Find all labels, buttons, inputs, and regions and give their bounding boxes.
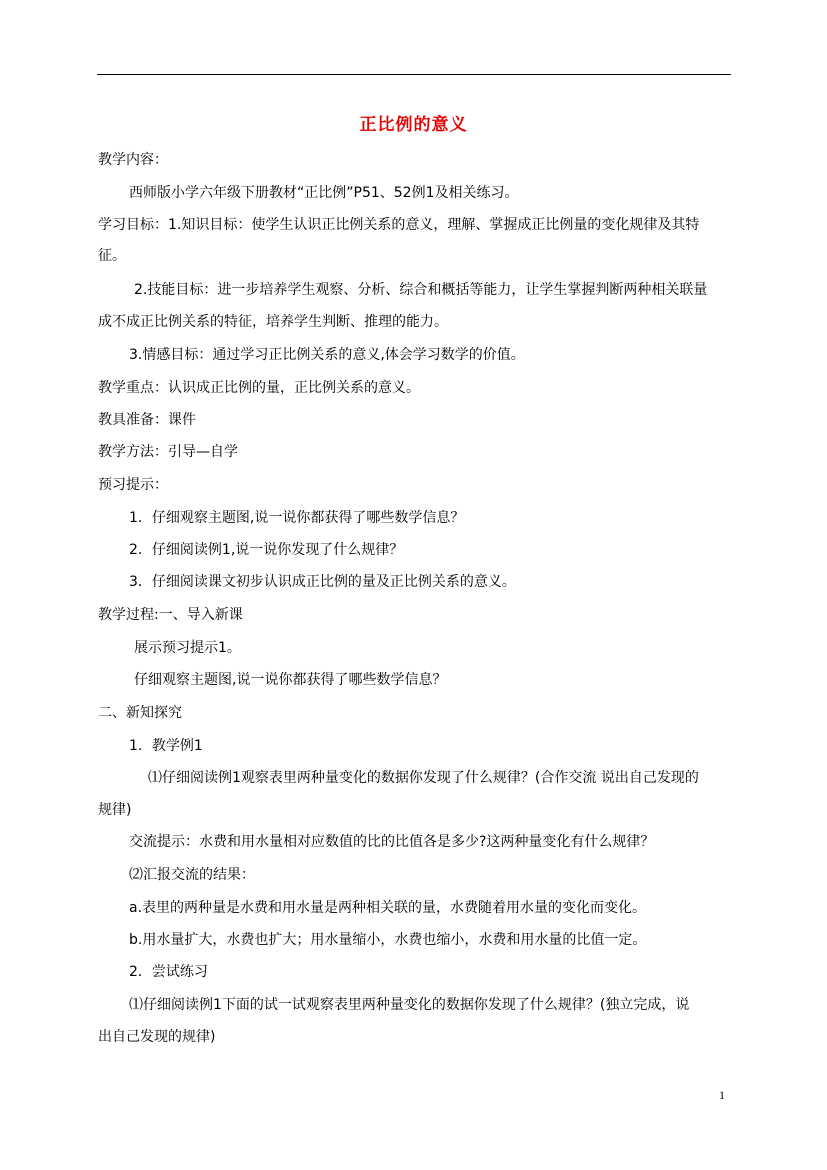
document-title: 正比例的意义	[359, 115, 468, 135]
text-line: 教学重点：认识成正比例的量，正比例关系的意义。	[98, 380, 420, 396]
text-line: 成不成正比例关系的特征，培养学生判断、推理的能力。	[98, 314, 448, 330]
text-line: 教学过程:一、导入新课	[98, 607, 243, 623]
text-line: 教学方法：引导—自学	[98, 444, 238, 460]
page-number: 1	[719, 1088, 725, 1102]
text-line: 3．仔细阅读课文初步认识成正比例的量及正比例关系的意义。	[129, 574, 516, 590]
text-line: 1．教学例1	[129, 738, 203, 754]
text-line: ⑵汇报交流的结果：	[129, 867, 255, 883]
text-line: 征。	[98, 248, 126, 264]
header-rule	[97, 74, 731, 75]
text-line: 2．尝试练习	[129, 964, 208, 980]
text-line: 教具准备：课件	[98, 412, 196, 428]
text-line: 学习目标：1.知识目标：使学生认识正比例关系的意义，理解、掌握成正比例量的变化规律及其特	[98, 217, 700, 233]
text-line: 教学内容：	[98, 152, 168, 168]
text-line: ⑴仔细阅读例1观察表里两种量变化的数据你发现了什么规律？(合作交流 说出自己发现的	[148, 770, 699, 786]
text-line: 西师版小学六年级下册教材“正比例”P51、52例1及相关练习。	[129, 185, 519, 201]
text-line: 展示预习提示1。	[134, 640, 241, 656]
text-line: 规律)	[98, 802, 132, 818]
text-line: ⑴仔细阅读例1下面的试一试观察表里两种量变化的数据你发现了什么规律？(独立完成，说	[129, 997, 690, 1013]
text-line: a.表里的两种量是水费和用水量是两种相关联的量，水费随着用水量的变化而变化。	[129, 900, 647, 916]
text-line: 出自己发现的规律)	[98, 1029, 216, 1045]
text-line: 二、新知探究	[98, 705, 182, 721]
text-line: 2.技能目标：进一步培养学生观察、分析、综合和概括等能力，让学生掌握判断两种相关联量	[134, 282, 708, 298]
text-line: 交流提示：水费和用水量相对应数值的比的比值各是多少?这两种量变化有什么规律？	[129, 834, 655, 850]
text-line: 仔细观察主题图,说一说你都获得了哪些数学信息？	[134, 672, 447, 688]
text-line: 3.情感目标：通过学习正比例关系的意义,体会学习数学的价值。	[129, 347, 525, 363]
text-line: 预习提示：	[98, 477, 168, 493]
text-line: 2．仔细阅读例1,说一说你发现了什么规律？	[129, 542, 404, 558]
text-line: b.用水量扩大，水费也扩大；用水量缩小，水费也缩小，水费和用水量的比值一定。	[129, 932, 647, 948]
text-line: 1．仔细观察主题图,说一说你都获得了哪些数学信息？	[129, 510, 465, 526]
